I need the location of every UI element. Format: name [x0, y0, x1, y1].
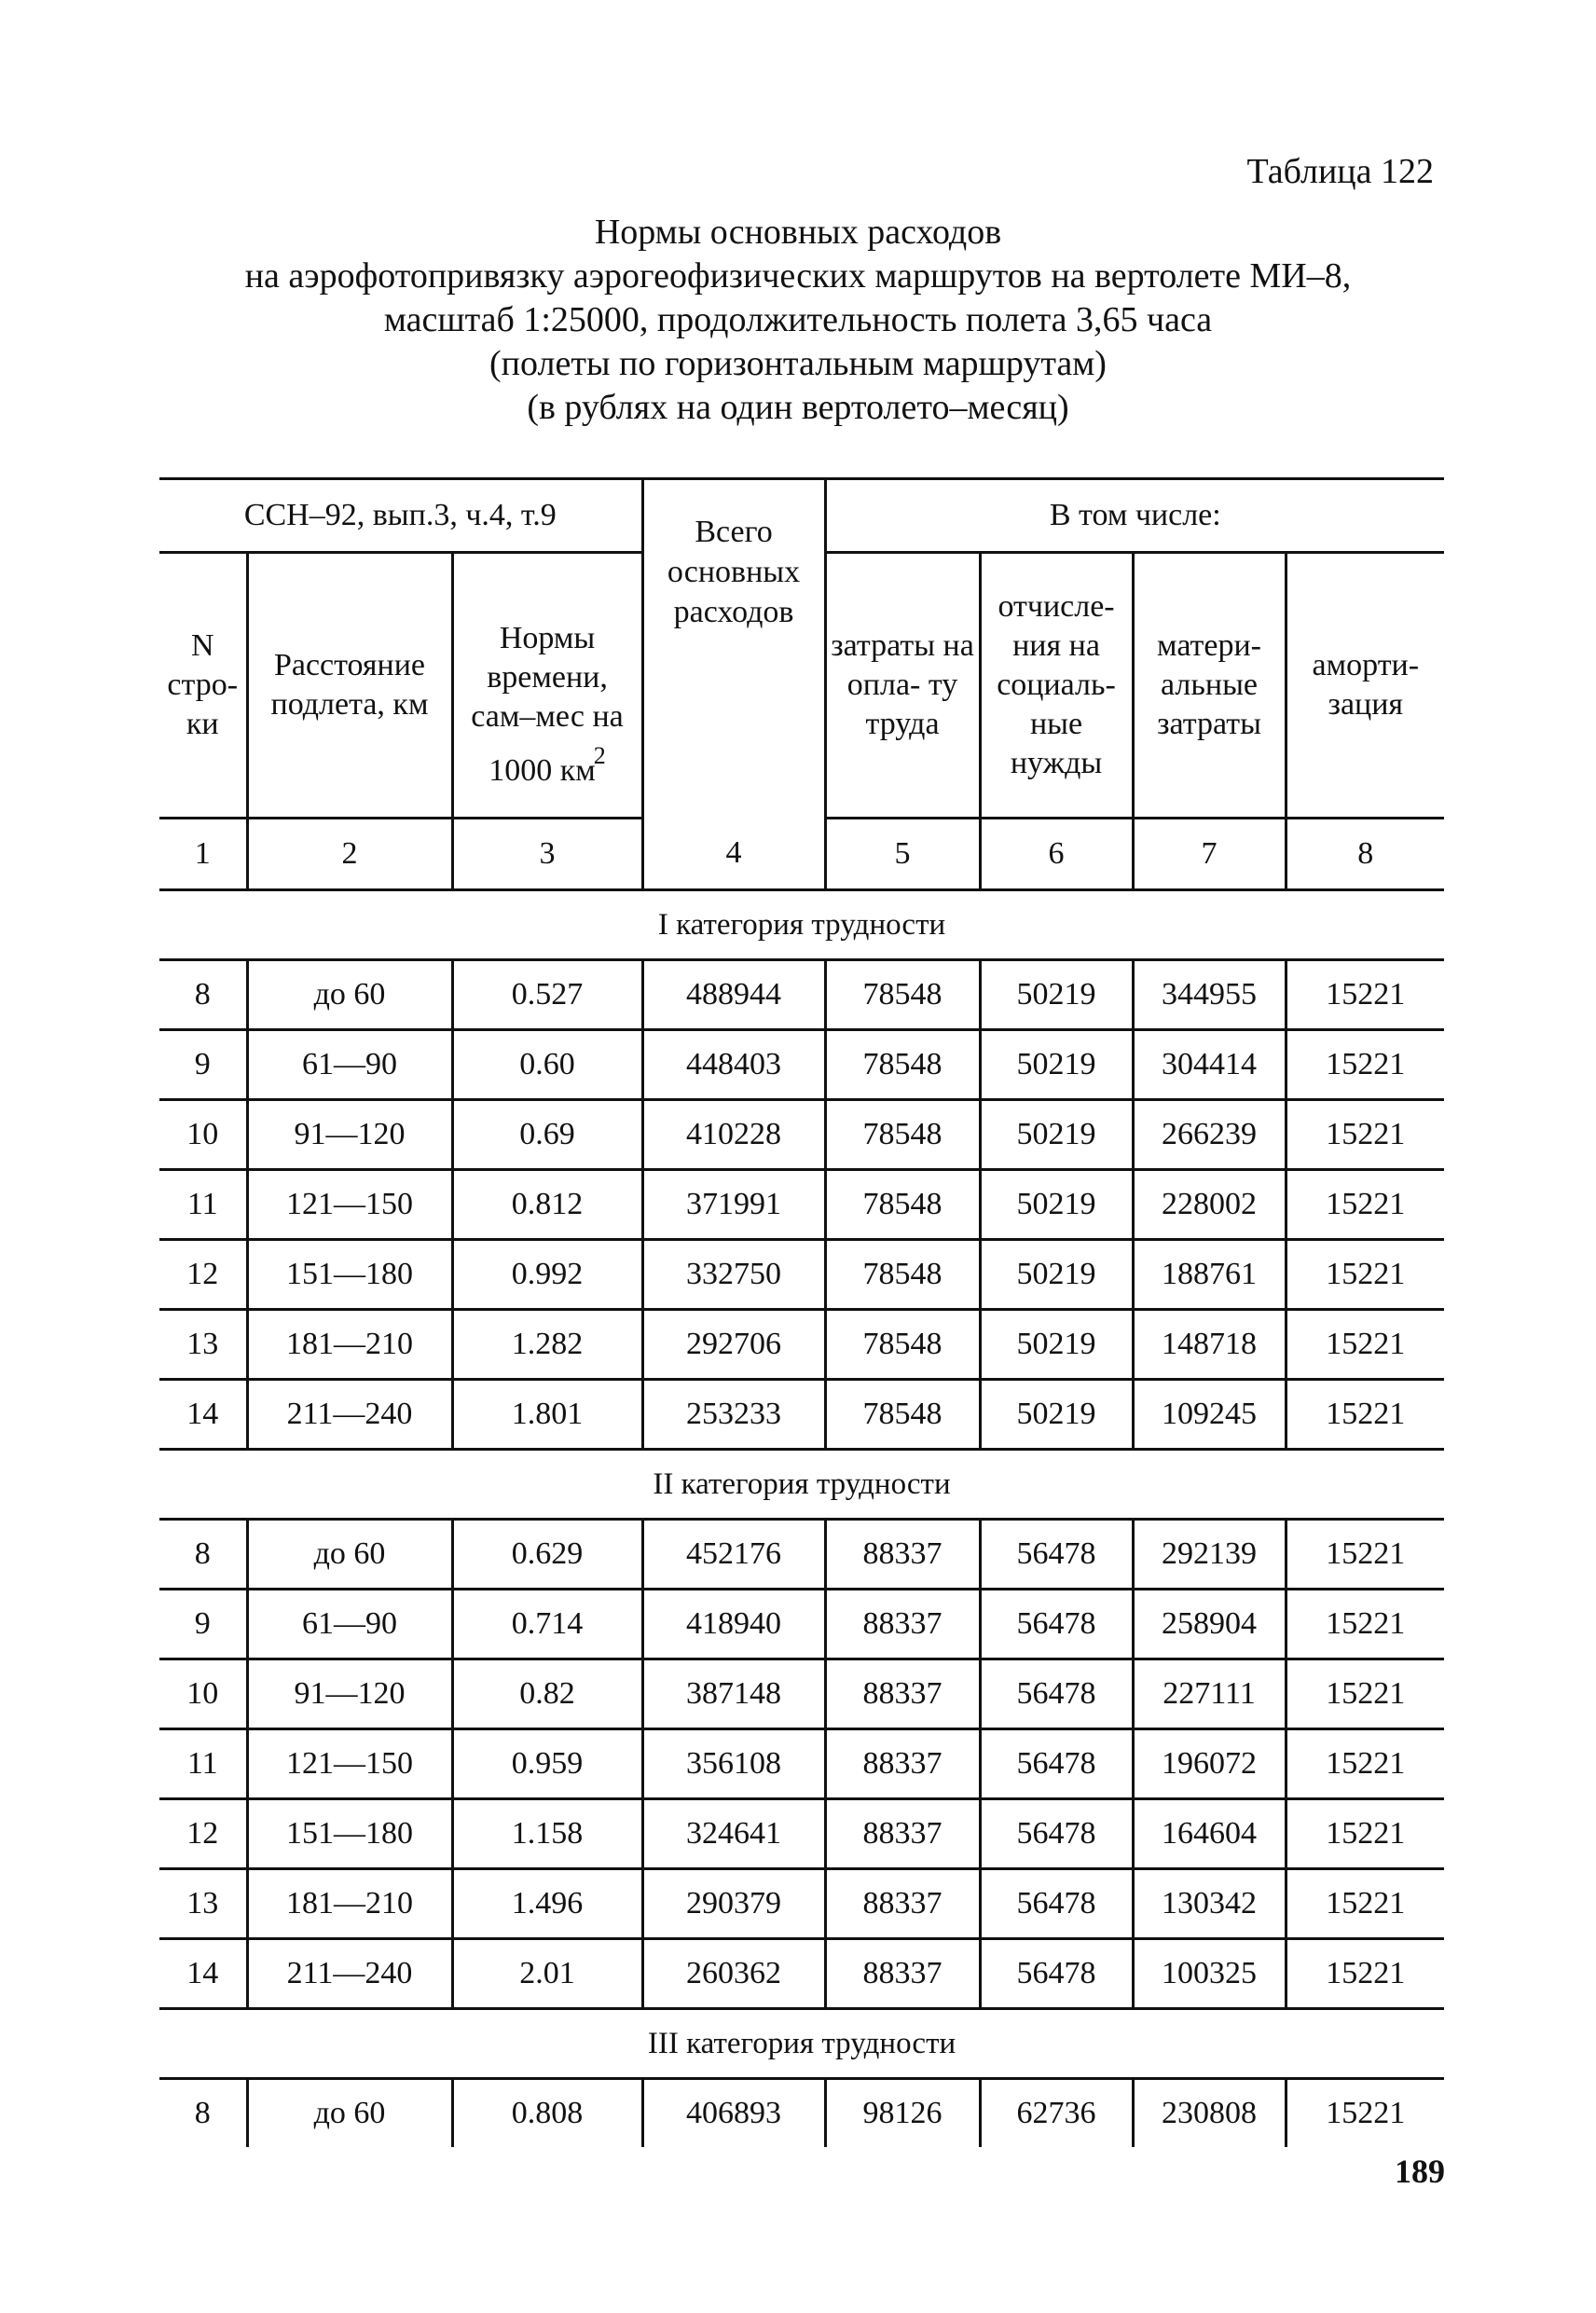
table-cell: 0.959 — [452, 1729, 642, 1799]
table-cell: 2.01 — [452, 1939, 642, 2009]
table-cell: 91—120 — [247, 1100, 452, 1170]
table-cell: 15221 — [1286, 1310, 1444, 1380]
table-cell: 88337 — [825, 1939, 980, 2009]
table-cell: 15221 — [1326, 2096, 1406, 2130]
table-cell: 151—180 — [247, 1240, 452, 1310]
table-cell: 78548 — [825, 1100, 980, 1170]
table-cell: 1.496 — [452, 1869, 642, 1939]
table-row — [159, 1100, 1444, 1170]
table-cell: 88337 — [825, 1520, 980, 1590]
table-cell: 15221 — [1286, 1240, 1444, 1310]
table-cell: 15221 — [1286, 960, 1444, 1030]
title-line: на аэрофотопривязку аэрогеофизических маршрутов на вертолете МИ–8, — [244, 256, 1352, 296]
table-cell: 488944 — [642, 960, 825, 1030]
table-cell: до 60 — [247, 2079, 452, 2148]
category-heading-row — [159, 2009, 1444, 2079]
table-row — [159, 960, 1444, 1030]
table-cell: 10 — [159, 1100, 247, 1170]
table-cell: 344955 — [1133, 960, 1286, 1030]
table-cell: 15221 — [1286, 1520, 1444, 1590]
table-cell: 356108 — [642, 1729, 825, 1799]
table-cell: 50219 — [980, 1380, 1133, 1450]
table-cell: 253233 — [642, 1380, 825, 1450]
table-cell: 56478 — [980, 1590, 1133, 1659]
table-cell: 88337 — [825, 1729, 980, 1799]
norms-table — [159, 477, 1444, 2147]
table-row — [159, 2079, 1444, 2148]
table-cell: 188761 — [1133, 1240, 1286, 1310]
title-line: (полеты по горизонтальным маршрутам) — [489, 344, 1107, 383]
header-labor-costs: затраты на опла- ту труда — [825, 553, 980, 819]
table-cell: 0.629 — [452, 1520, 642, 1590]
column-number: 4 — [642, 819, 825, 890]
table-cell: 121—150 — [247, 1170, 452, 1240]
table-cell: 406893 — [642, 2079, 825, 2148]
table-cell: 61—90 — [247, 1030, 452, 1100]
table-cell: 62736 — [980, 2079, 1133, 2148]
table-cell: 452176 — [642, 1520, 825, 1590]
source-reference: ССН–92, вып.3, ч.4, т.9 — [159, 479, 642, 553]
table-cell: 1.801 — [452, 1380, 642, 1450]
table-label: Таблица 122 — [1246, 152, 1434, 191]
table-cell: 88337 — [825, 1799, 980, 1869]
header-time-norm — [452, 553, 642, 819]
table-cell: 211—240 — [247, 1939, 452, 2009]
table-cell: 11 — [159, 1170, 247, 1240]
header-including: В том числе: — [825, 479, 1444, 553]
header-amortization: аморти- зация — [1286, 553, 1444, 819]
table-cell: 50219 — [980, 1240, 1133, 1310]
table-cell: 50219 — [980, 1310, 1133, 1380]
table-row — [159, 1590, 1444, 1659]
table-cell: 0.69 — [452, 1100, 642, 1170]
table-cell: 13 — [159, 1869, 247, 1939]
table-cell: 15221 — [1286, 1030, 1444, 1100]
title-line: масштаб 1:25000, продолжительность полета 3,65 часа — [383, 300, 1213, 339]
table-cell: 8 — [159, 1520, 247, 1590]
category-title: II категория трудности — [159, 1450, 1444, 1520]
table-cell: 78548 — [825, 1380, 980, 1450]
table-cell: 0.527 — [452, 960, 642, 1030]
table-row — [159, 1520, 1444, 1590]
table-cell: 292139 — [1133, 1520, 1286, 1590]
table-cell: 0.992 — [452, 1240, 642, 1310]
table-row — [159, 1869, 1444, 1939]
table-row — [159, 1939, 1444, 2009]
table-cell: 9 — [159, 1030, 247, 1100]
table-cell: 12 — [159, 1799, 247, 1869]
header-material-costs: матери- альные затраты — [1133, 553, 1286, 819]
table-cell: 148718 — [1133, 1310, 1286, 1380]
table-cell: 15221 — [1286, 1869, 1444, 1939]
table-cell: 88337 — [825, 1869, 980, 1939]
category-heading-row — [159, 890, 1444, 960]
category-heading-row — [159, 1450, 1444, 1520]
page-number: 189 — [1395, 2153, 1445, 2190]
table-cell: 130342 — [1133, 1869, 1286, 1939]
table-cell: 418940 — [642, 1590, 825, 1659]
table-cell: 181—210 — [247, 1310, 452, 1380]
table-cell: 227111 — [1133, 1659, 1286, 1729]
table-cell: 266239 — [1133, 1100, 1286, 1170]
table-cell: 109245 — [1133, 1380, 1286, 1450]
table-cell: 15221 — [1286, 1939, 1444, 2009]
table-cell: 56478 — [980, 1729, 1133, 1799]
table-cell: 9 — [159, 1590, 247, 1659]
table-cell: 61—90 — [247, 1590, 452, 1659]
table-cell: 196072 — [1133, 1729, 1286, 1799]
table-cell: 292706 — [642, 1310, 825, 1380]
table-cell: 121—150 — [247, 1729, 452, 1799]
table-cell: 56478 — [980, 1939, 1133, 2009]
table-row — [159, 1659, 1444, 1729]
table-cell: 56478 — [980, 1869, 1133, 1939]
table-cell: 78548 — [825, 1310, 980, 1380]
table-cell: 15221 — [1286, 1659, 1444, 1729]
table-cell: 15221 — [1286, 1170, 1444, 1240]
column-number: 5 — [825, 819, 980, 890]
table-row — [159, 1729, 1444, 1799]
table-cell: 13 — [159, 1310, 247, 1380]
table-cell: 151—180 — [247, 1799, 452, 1869]
table-cell: 230808 — [1133, 2079, 1286, 2148]
column-number: 2 — [247, 819, 452, 890]
table-cell: 211—240 — [247, 1380, 452, 1450]
table-cell: 12 — [159, 1240, 247, 1310]
table-cell: 1.158 — [452, 1799, 642, 1869]
column-number: 1 — [159, 819, 247, 890]
table-cell: 0.808 — [452, 2079, 642, 2148]
table-cell: 78548 — [825, 1170, 980, 1240]
table-cell: 11 — [159, 1729, 247, 1799]
table-cell: 50219 — [980, 1030, 1133, 1100]
table-cell: 8 — [159, 960, 247, 1030]
table-cell: 15221 — [1286, 1729, 1444, 1799]
header-social-deductions: отчисле- ния на социаль- ные нужды — [980, 553, 1133, 819]
table-cell: 50219 — [980, 1100, 1133, 1170]
table-cell: 8 — [159, 2079, 247, 2148]
table-cell: 387148 — [642, 1659, 825, 1729]
table-cell: 15221 — [1286, 1590, 1444, 1659]
table-cell: 15221 — [1286, 1799, 1444, 1869]
table-cell: 0.812 — [452, 1170, 642, 1240]
table-cell: до 60 — [247, 1520, 452, 1590]
category-title: III категория трудности — [159, 2009, 1444, 2079]
table-cell: 0.714 — [452, 1590, 642, 1659]
table-cell: 290379 — [642, 1869, 825, 1939]
table-cell: 91—120 — [247, 1659, 452, 1729]
column-number-row — [159, 819, 1444, 890]
table-cell: 78548 — [825, 1030, 980, 1100]
table-cell: 15221 — [1286, 1100, 1444, 1170]
table-cell: 260362 — [642, 1939, 825, 2009]
table-cell: 304414 — [1133, 1030, 1286, 1100]
table-cell: 371991 — [642, 1170, 825, 1240]
table-cell: 14 — [159, 1380, 247, 1450]
table-cell: 50219 — [980, 960, 1133, 1030]
table-cell: 1.282 — [452, 1310, 642, 1380]
table-cell: 100325 — [1133, 1939, 1286, 2009]
header-time-norm-superscript: 2 — [593, 742, 606, 769]
column-number: 6 — [980, 819, 1133, 890]
header-distance: Расстояние подлета, км — [247, 553, 452, 819]
table-cell: 14 — [159, 1939, 247, 2009]
table-row — [159, 1240, 1444, 1310]
header-row-number: N стро- ки — [159, 553, 247, 819]
table-cell: 88337 — [825, 1659, 980, 1729]
table-cell: 324641 — [642, 1799, 825, 1869]
table-row — [159, 1030, 1444, 1100]
column-number: 7 — [1133, 819, 1286, 890]
table-cell: 56478 — [980, 1520, 1133, 1590]
table-row — [159, 1380, 1444, 1450]
category-title: I категория трудности — [159, 890, 1444, 960]
table-title — [0, 211, 1596, 430]
table-cell: 78548 — [825, 960, 980, 1030]
table-cell: 258904 — [1133, 1590, 1286, 1659]
table-cell: 50219 — [980, 1170, 1133, 1240]
title-line: Нормы основных расходов — [594, 213, 1002, 252]
table-cell: 10 — [159, 1659, 247, 1729]
column-number: 8 — [1286, 819, 1444, 890]
table-cell: 98126 — [825, 2079, 980, 2148]
table-cell: 0.82 — [452, 1659, 642, 1729]
table-cell: 0.60 — [452, 1030, 642, 1100]
table-row — [159, 1170, 1444, 1240]
table-cell: 181—210 — [247, 1869, 452, 1939]
header-time-norm-text: Нормы времени, сам–мес на 1000 км — [471, 621, 624, 788]
table-cell: 164604 — [1133, 1799, 1286, 1869]
table-cell: 78548 — [825, 1240, 980, 1310]
table-cell: 56478 — [980, 1799, 1133, 1869]
table-cell: 332750 — [642, 1240, 825, 1310]
table-cell: 228002 — [1133, 1170, 1286, 1240]
table-row — [159, 1799, 1444, 1869]
table-cell: 448403 — [642, 1030, 825, 1100]
table-cell: 56478 — [980, 1659, 1133, 1729]
table-cell: 88337 — [825, 1590, 980, 1659]
column-number: 3 — [452, 819, 642, 890]
table-cell: 15221 — [1286, 1380, 1444, 1450]
table-cell: 410228 — [642, 1100, 825, 1170]
table-cell: до 60 — [247, 960, 452, 1030]
header-total: Всего основных расходов — [642, 479, 825, 819]
title-line: (в рублях на один вертолето–месяц) — [527, 388, 1069, 427]
table-row — [159, 1310, 1444, 1380]
